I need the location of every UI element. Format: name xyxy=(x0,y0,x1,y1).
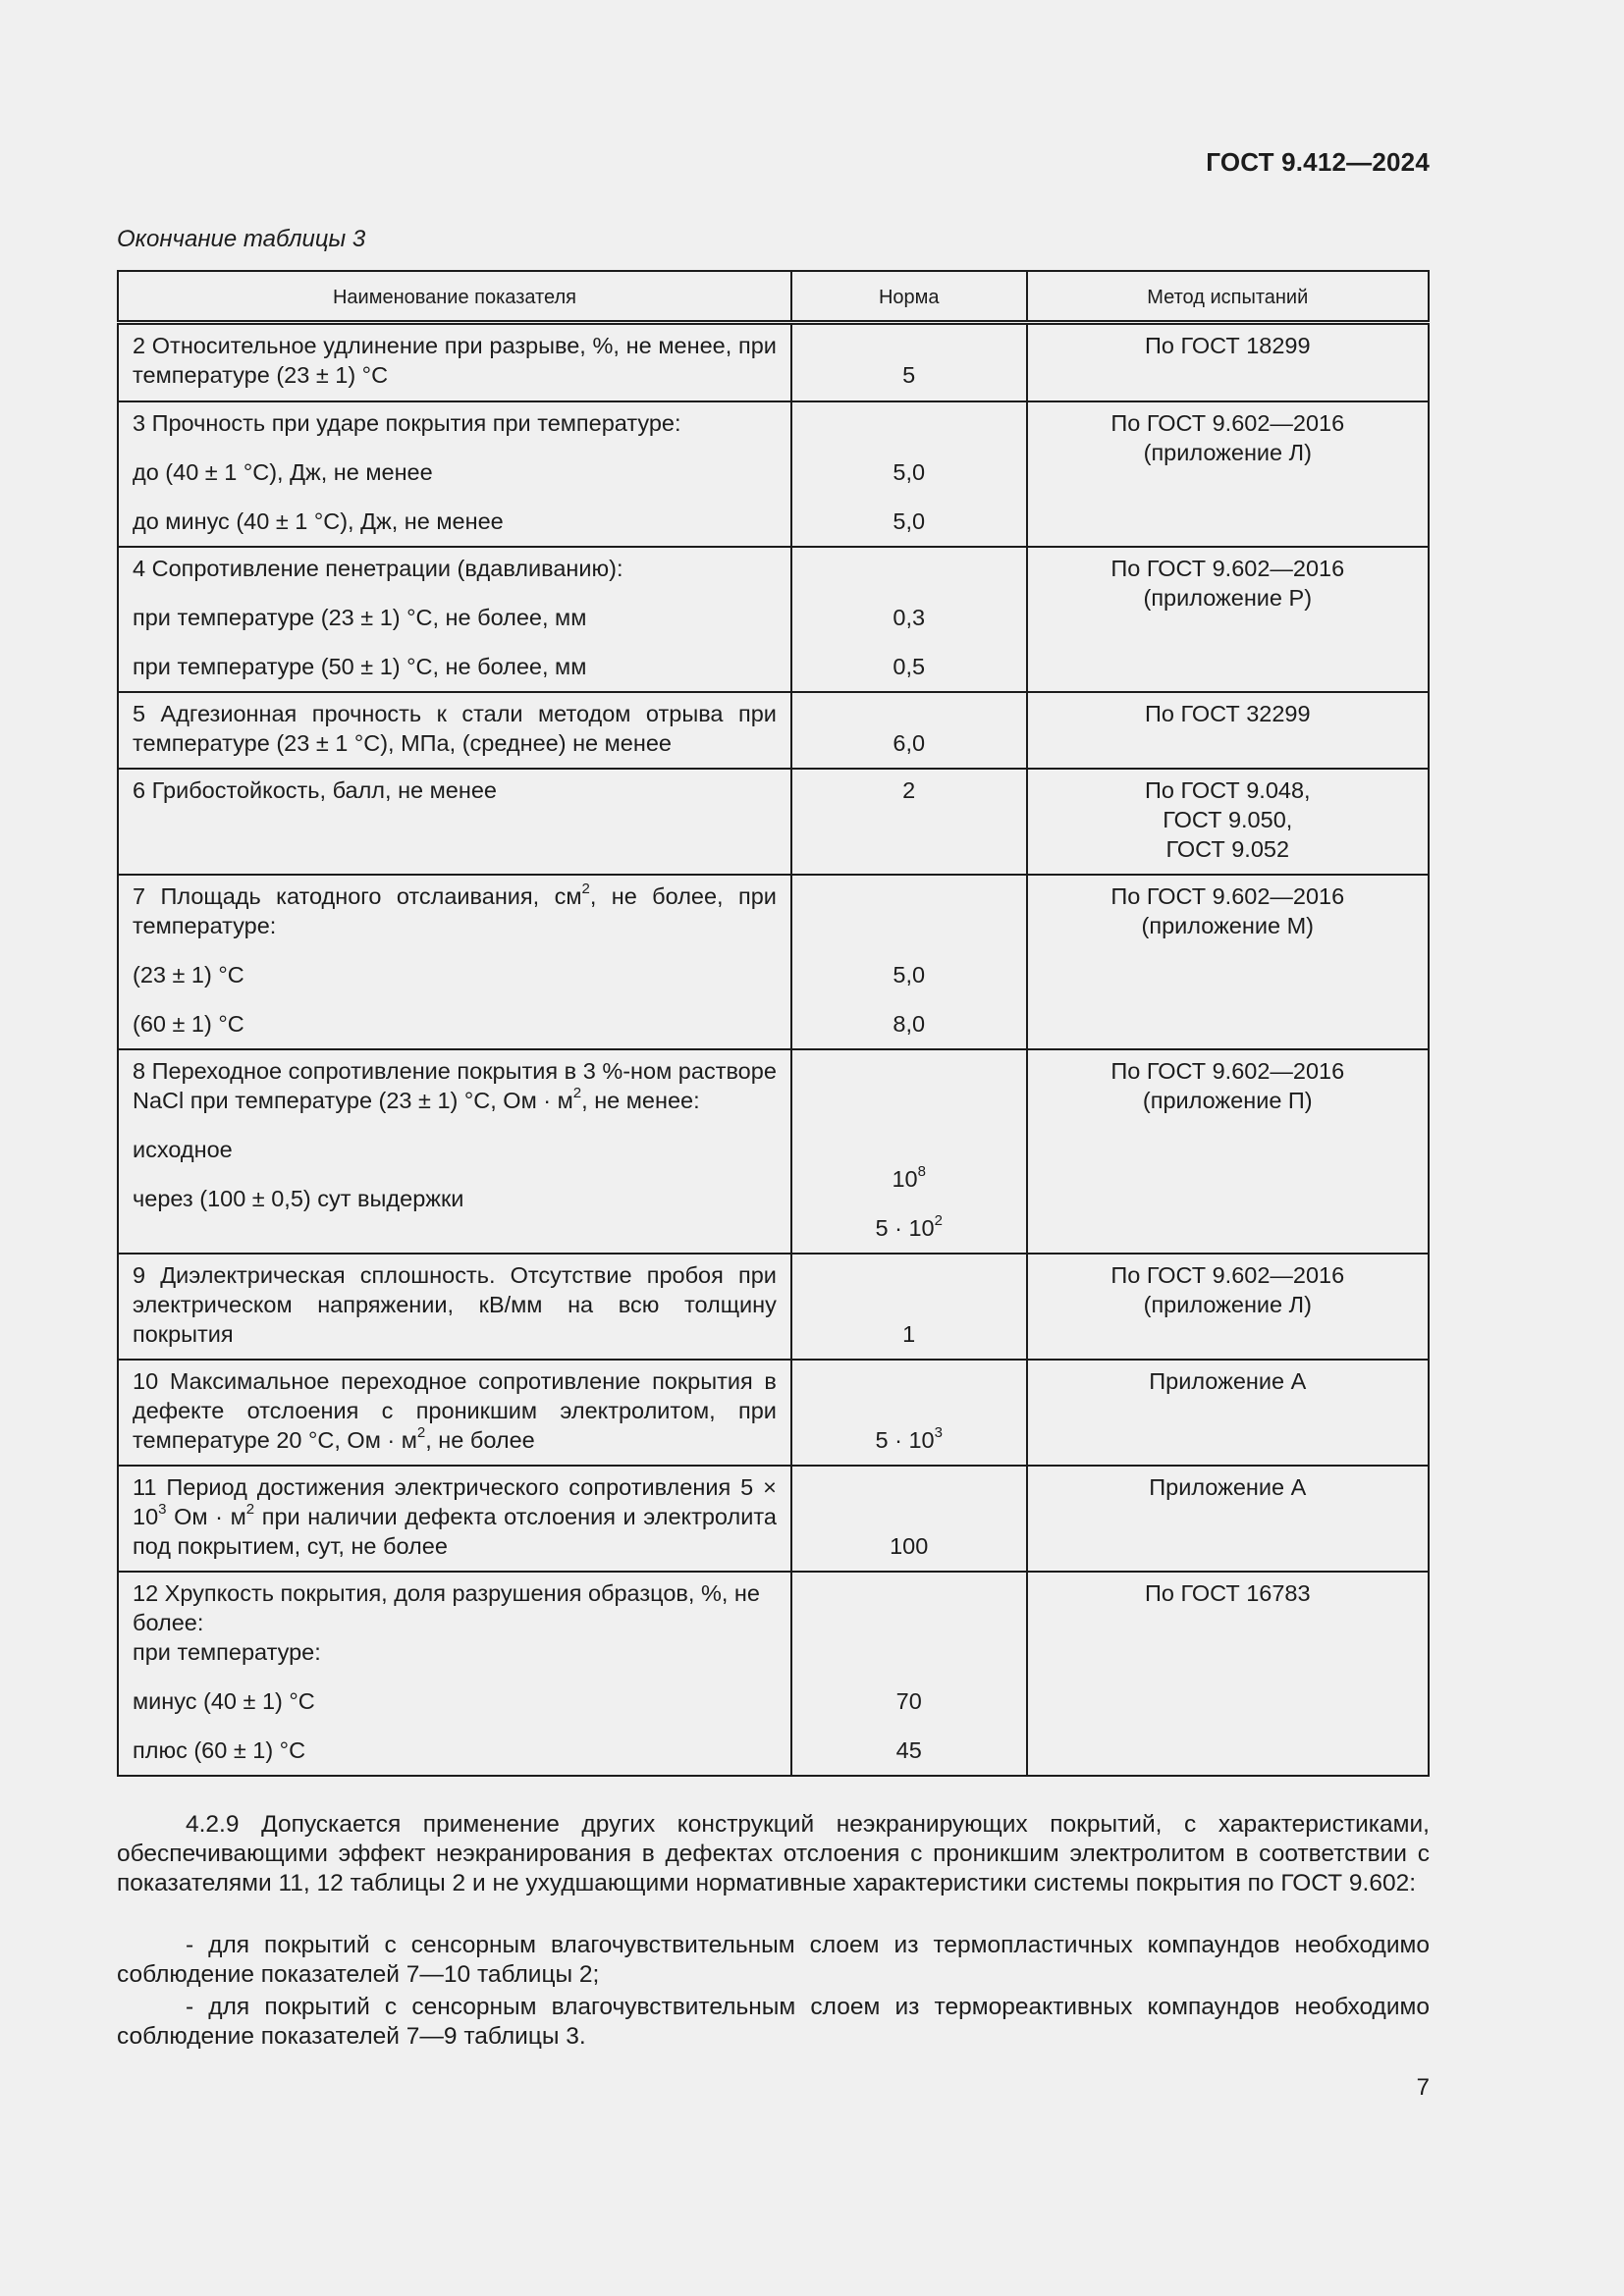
method-cell: По ГОСТ 9.602—2016 (приложение Л) xyxy=(1027,401,1429,547)
method-cell: По ГОСТ 9.602—2016 (приложение Р) xyxy=(1027,547,1429,692)
table-row xyxy=(118,323,1429,401)
method-cell: По ГОСТ 9.602—2016 (приложение Л) xyxy=(1027,1254,1429,1360)
indicator-cell: 4 Сопротивление пенетрации (вдавливанию): при температуре (23 ± 1) °С, не более, мм при температуре (50 ± 1) °С, не более, мм xyxy=(118,547,791,692)
column-header-name: Наименование показателя xyxy=(118,271,791,323)
indicator-cell: 2 Относительное удлинение при разрыве, %, не менее, при температуре (23 ± 1) °С xyxy=(118,323,791,401)
table-row xyxy=(118,547,1429,692)
indicator-cell: 9 Диэлектрическая сплошность. Отсутствие пробоя при электрическом напряжении, кВ/мм на всю толщину покрытия xyxy=(118,1254,791,1360)
table-row xyxy=(118,875,1429,1049)
indicator-cell: 10 Максимальное переходное сопротивление покрытия в дефекте отслоения с проникшим электролитом, при температуре 20 °С, Ом · $м^2$, не более xyxy=(118,1360,791,1466)
indicator-cell: 3 Прочность при ударе покрытия при температуре: до (40 ± 1 °С), Дж, не менее до минус (40 ± 1 °С), Дж, не менее xyxy=(118,401,791,547)
method-cell: По ГОСТ 18299 xyxy=(1027,323,1429,401)
paragraph-main: 4.2.9 Допускается применение других конструкций неэкранирующих покрытий, с характеристиками, обеспечивающими эффект неэкранирования в дефектах отслоения с проникшим электролитом в соответствии с показателями 11, 12 таблицы 2 и не ухудшающими нормативные характеристики системы покрытия по ГОСТ 9.602: xyxy=(117,1811,1430,1896)
method-cell: По ГОСТ 32299 xyxy=(1027,692,1429,769)
indicator-cell: 5 Адгезионная прочность к стали методом отрыва при температуре (23 ± 1 °С), МПа, (среднее) не менее xyxy=(118,692,791,769)
method-cell: По ГОСТ 9.048, ГОСТ 9.050, ГОСТ 9.052 xyxy=(1027,769,1429,875)
table-row xyxy=(118,401,1429,547)
indicator-cell: 6 Грибостойкость, балл, не менее xyxy=(118,769,791,875)
table-row xyxy=(118,1360,1429,1466)
table-row xyxy=(118,692,1429,769)
norm-cell: $10^8$ $5 \cdot 10^2$ xyxy=(791,1049,1027,1254)
table-row xyxy=(118,1572,1429,1776)
norm-cell: 0,3 0,5 xyxy=(791,547,1027,692)
table-row xyxy=(118,1254,1429,1360)
table-row xyxy=(118,769,1429,875)
norm-cell: 70 45 xyxy=(791,1572,1027,1776)
indicator-cell: 7 Площадь катодного отслаивания, $см^2$, не более, при температуре: (23 ± 1) °С (60 ± 1) °С xyxy=(118,875,791,1049)
paragraph-bullet-1: - для покрытий с сенсорным влагочувствительным слоем из термопластичных компаундов необходимо соблюдение показателей 7—10 таблицы 2; xyxy=(117,1932,1430,1988)
paragraph-bullet-2: - для покрытий с сенсорным влагочувствительным слоем из термореактивных компаундов необходимо соблюдение показателей 7—9 таблицы 3. xyxy=(117,1994,1430,2050)
table-header-row xyxy=(118,271,1429,323)
indicator-cell: 12 Хрупкость покрытия, доля разрушения образцов, %, не более: при температуре: минус (40 ± 1) °С плюс (60 ± 1) °С xyxy=(118,1572,791,1776)
column-header-norm: Норма xyxy=(791,271,1027,323)
document-code: ГОСТ 9.412—2024 xyxy=(1206,147,1430,177)
table-row xyxy=(118,1466,1429,1572)
norm-cell: 2 xyxy=(791,769,1027,875)
method-cell: Приложение А xyxy=(1027,1360,1429,1466)
method-cell: По ГОСТ 16783 xyxy=(1027,1572,1429,1776)
indicator-cell: 11 Период достижения электрического сопротивления $5 \times 10^3$ Ом · $м^2$ при наличии дефекта отслоения и электролита под покрытием, сут, не более xyxy=(118,1466,791,1572)
page-number: 7 xyxy=(1416,2074,1430,2101)
norm-cell: $5 \cdot 10^3$ xyxy=(791,1360,1027,1466)
norm-cell: 100 xyxy=(791,1466,1027,1572)
table-caption: Окончание таблицы 3 xyxy=(117,226,366,252)
method-cell: По ГОСТ 9.602—2016 (приложение П) xyxy=(1027,1049,1429,1254)
norm-cell: 1 xyxy=(791,1254,1027,1360)
method-cell: Приложение А xyxy=(1027,1466,1429,1572)
method-cell: По ГОСТ 9.602—2016 (приложение М) xyxy=(1027,875,1429,1049)
specification-table xyxy=(117,270,1430,1777)
table-row xyxy=(118,1049,1429,1254)
column-header-method: Метод испытаний xyxy=(1027,271,1429,323)
indicator-cell: 8 Переходное сопротивление покрытия в 3 %-ном растворе NaCl при температуре (23 ± 1) °С, Ом · $м^2$, не менее: исходное через (100 ± 0,5) сут выдержки xyxy=(118,1049,791,1254)
norm-cell: 5,0 5,0 xyxy=(791,401,1027,547)
norm-cell: 5 xyxy=(791,323,1027,401)
norm-cell: 5,0 8,0 xyxy=(791,875,1027,1049)
norm-cell: 6,0 xyxy=(791,692,1027,769)
